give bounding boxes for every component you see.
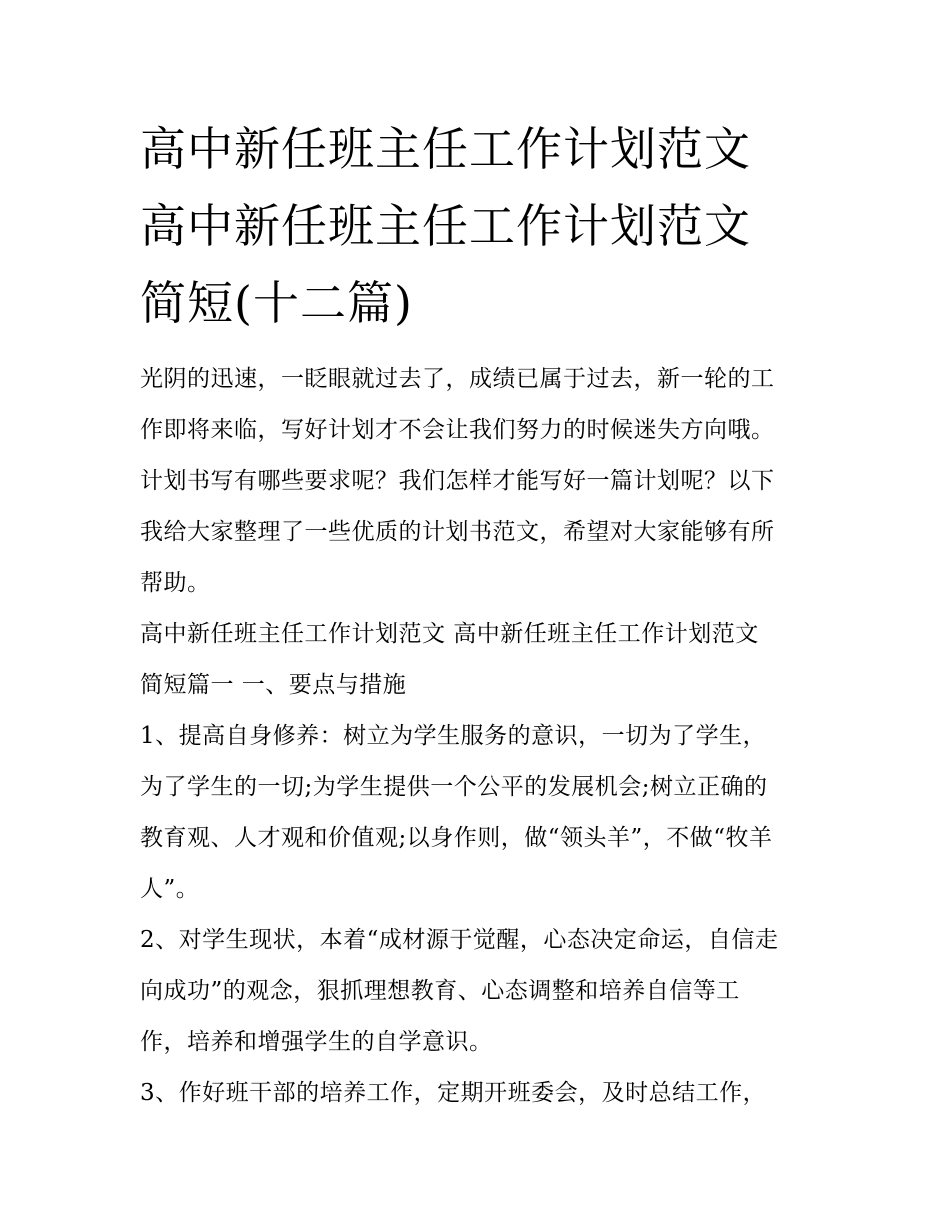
body-line: 1、提高自身修养：树立为学生服务的意识，一切为了学生， (140, 723, 767, 749)
body-line: 计划书写有哪些要求呢？我们怎样才能写好一篇计划呢？以下 (140, 468, 775, 494)
title-line-3: 简短(十二篇) (140, 276, 413, 330)
body-line: 2、对学生现状，本着“成材源于觉醒，心态决定命运，自信走 (140, 927, 779, 953)
body-line: 作即将来临，写好计划才不会让我们努力的时候迷失方向哦。 (140, 417, 775, 443)
body-line: 3、作好班干部的培养工作，定期开班委会，及时总结工作， (140, 1080, 767, 1106)
body-line: 高中新任班主任工作计划范文 高中新任班主任工作计划范文 (140, 621, 759, 647)
body-line: 作，培养和增强学生的自学意识。 (140, 1029, 493, 1055)
title-line-1: 高中新任班主任工作计划范文 (140, 122, 751, 176)
body-line: 光阴的迅速，一眨眼就过去了，成绩已属于过去，新一轮的工 (140, 366, 775, 392)
body-line: 向成功”的观念，狠抓理想教育、心态调整和培养自信等工 (140, 978, 740, 1004)
body-line: 简短篇一 一、要点与措施 (140, 672, 407, 698)
body-line: 为了学生的一切;为学生提供一个公平的发展机会;树立正确的 (140, 774, 768, 800)
body-line: 教育观、人才观和价值观;以身作则，做“领头羊”，不做“牧羊 (140, 825, 773, 851)
title-line-2: 高中新任班主任工作计划范文 (140, 199, 751, 253)
body-line: 人”。 (140, 876, 200, 902)
body-line: 帮助。 (140, 570, 211, 596)
body-line: 我给大家整理了一些优质的计划书范文，希望对大家能够有所 (140, 519, 775, 545)
